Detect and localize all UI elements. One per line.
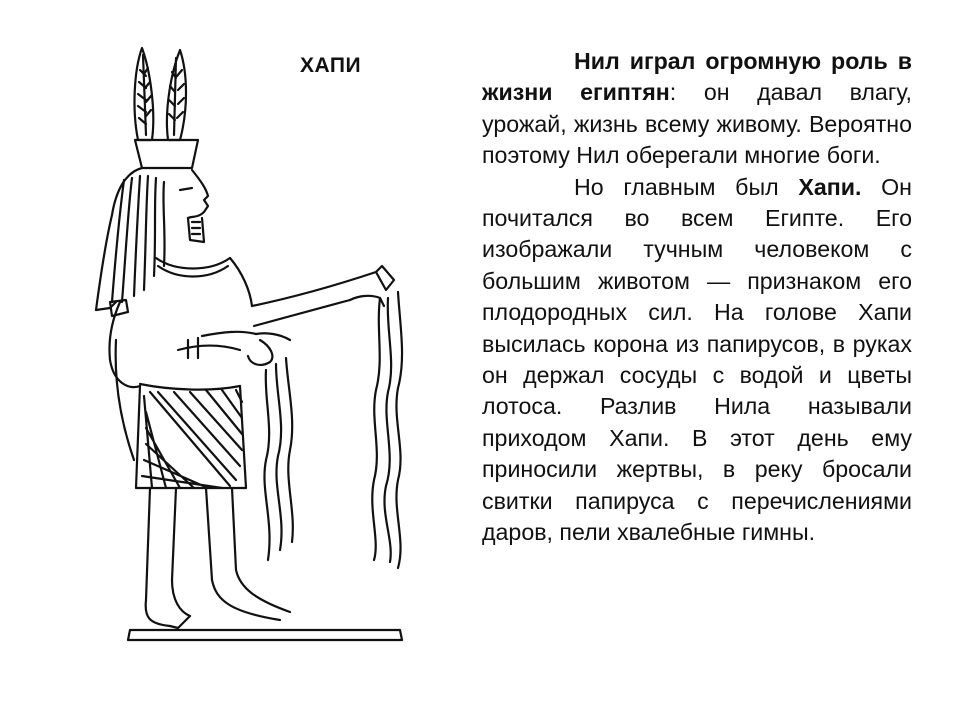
- paragraph-2-lead: Но главным был: [574, 173, 799, 200]
- article-text: [482, 46, 912, 549]
- paragraph-2-bold: Хапи.: [798, 173, 862, 200]
- papyrus-crown-icon: [135, 48, 198, 168]
- paragraph-2-rest: Он почитался во всем Египте. Его изображали тучным человеком с большим животом — признаком его плодородных сил. На голове Хапи высилась корона из папирусов, в руках он держал сосуды с водой и цветы лотоса. Разлив Нила называли приходом Хапи. В этот день ему приносили жертвы, в реку бросали свитки папируса с перечислениями даров, пели хвалебные гимны.: [482, 173, 912, 546]
- figure-title: ХАПИ: [300, 54, 362, 77]
- hapi-illustration: [80, 40, 460, 650]
- paragraph-1-bold: Нил играл огромную роль в жизни египтян: [482, 48, 912, 106]
- paragraph-1-rest: : он давал влагу, урожай, жизнь всему живому. Вероятно поэтому Нил оберегали многие боги.: [482, 79, 912, 169]
- paragraph-2: [482, 172, 912, 549]
- paragraph-1: [482, 46, 912, 172]
